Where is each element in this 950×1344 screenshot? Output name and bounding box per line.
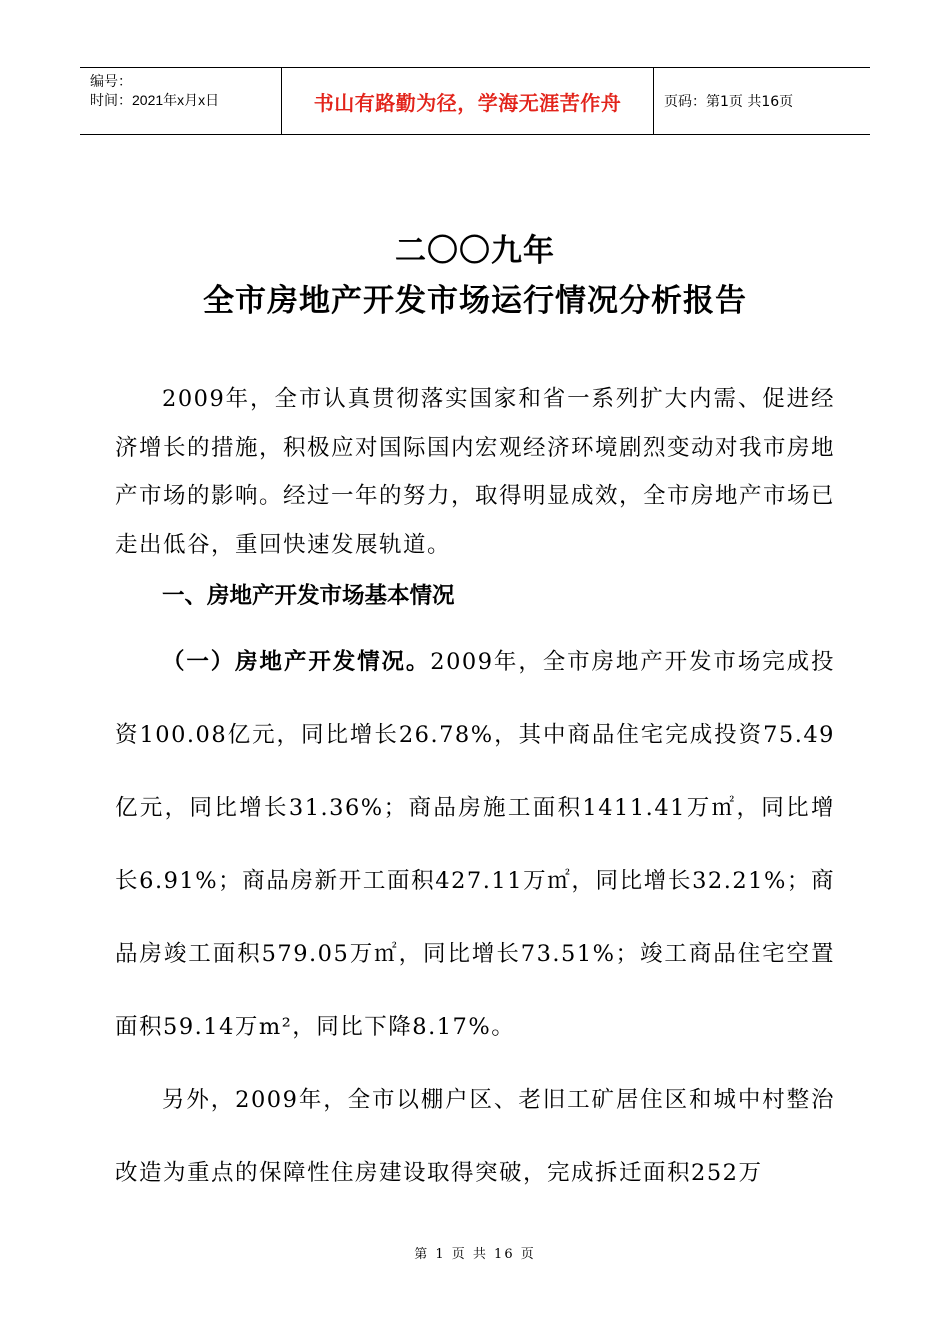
- paragraph-affordable-housing: 另外，2009年，全市以棚户区、老旧工矿居住区和城中村整治改造为重点的保障性住房建设取得突破，完成拆迁面积252万: [115, 1087, 835, 1186]
- serial-label: 编号：: [90, 73, 132, 89]
- page-info: 页码：第1页 共16页: [664, 94, 794, 110]
- motto-text: 书山有路勤为径，学海无涯苦作舟: [313, 90, 622, 115]
- page-footer: 第 1 页 共 16 页: [414, 1247, 536, 1262]
- paragraph-development: [115, 626, 835, 1064]
- header-page-cell: [654, 68, 870, 134]
- subsection-heading: （一）房地产开发情况。: [162, 649, 431, 675]
- header-motto-cell: [282, 68, 654, 134]
- header-table: [80, 67, 870, 135]
- time-label: 时间：2021年x月x日: [90, 92, 220, 108]
- section-heading-1: 一、房地产开发市场基本情况: [162, 583, 455, 609]
- header-meta-cell: [80, 68, 282, 134]
- title-year: 二〇〇九年: [395, 233, 555, 269]
- title-main: 全市房地产开发市场运行情况分析报告: [203, 283, 747, 319]
- paragraph-intro: 2009年，全市认真贯彻落实国家和省一系列扩大内需、促进经济增长的措施，积极应对国际国内宏观经济环境剧烈变动对我市房地产市场的影响。经过一年的努力，取得明显成效，全市房地产市场已走出低谷，重回快速发展轨道。: [115, 386, 836, 558]
- paragraph-development-text: 2009年，全市房地产开发市场完成投资100.08亿元，同比增长26.78%，其中商品住宅完成投资75.49亿元，同比增长31.36%；商品房施工面积1411.41万㎡，同比增长6.91%；商品房新开工面积427.11万㎡，同比增长32.21%；商品房竣工面积579.05万㎡，同比增长73.51%；竣工商品住宅空置面积59.14万m²，同比下降8.17%。: [115, 649, 835, 1040]
